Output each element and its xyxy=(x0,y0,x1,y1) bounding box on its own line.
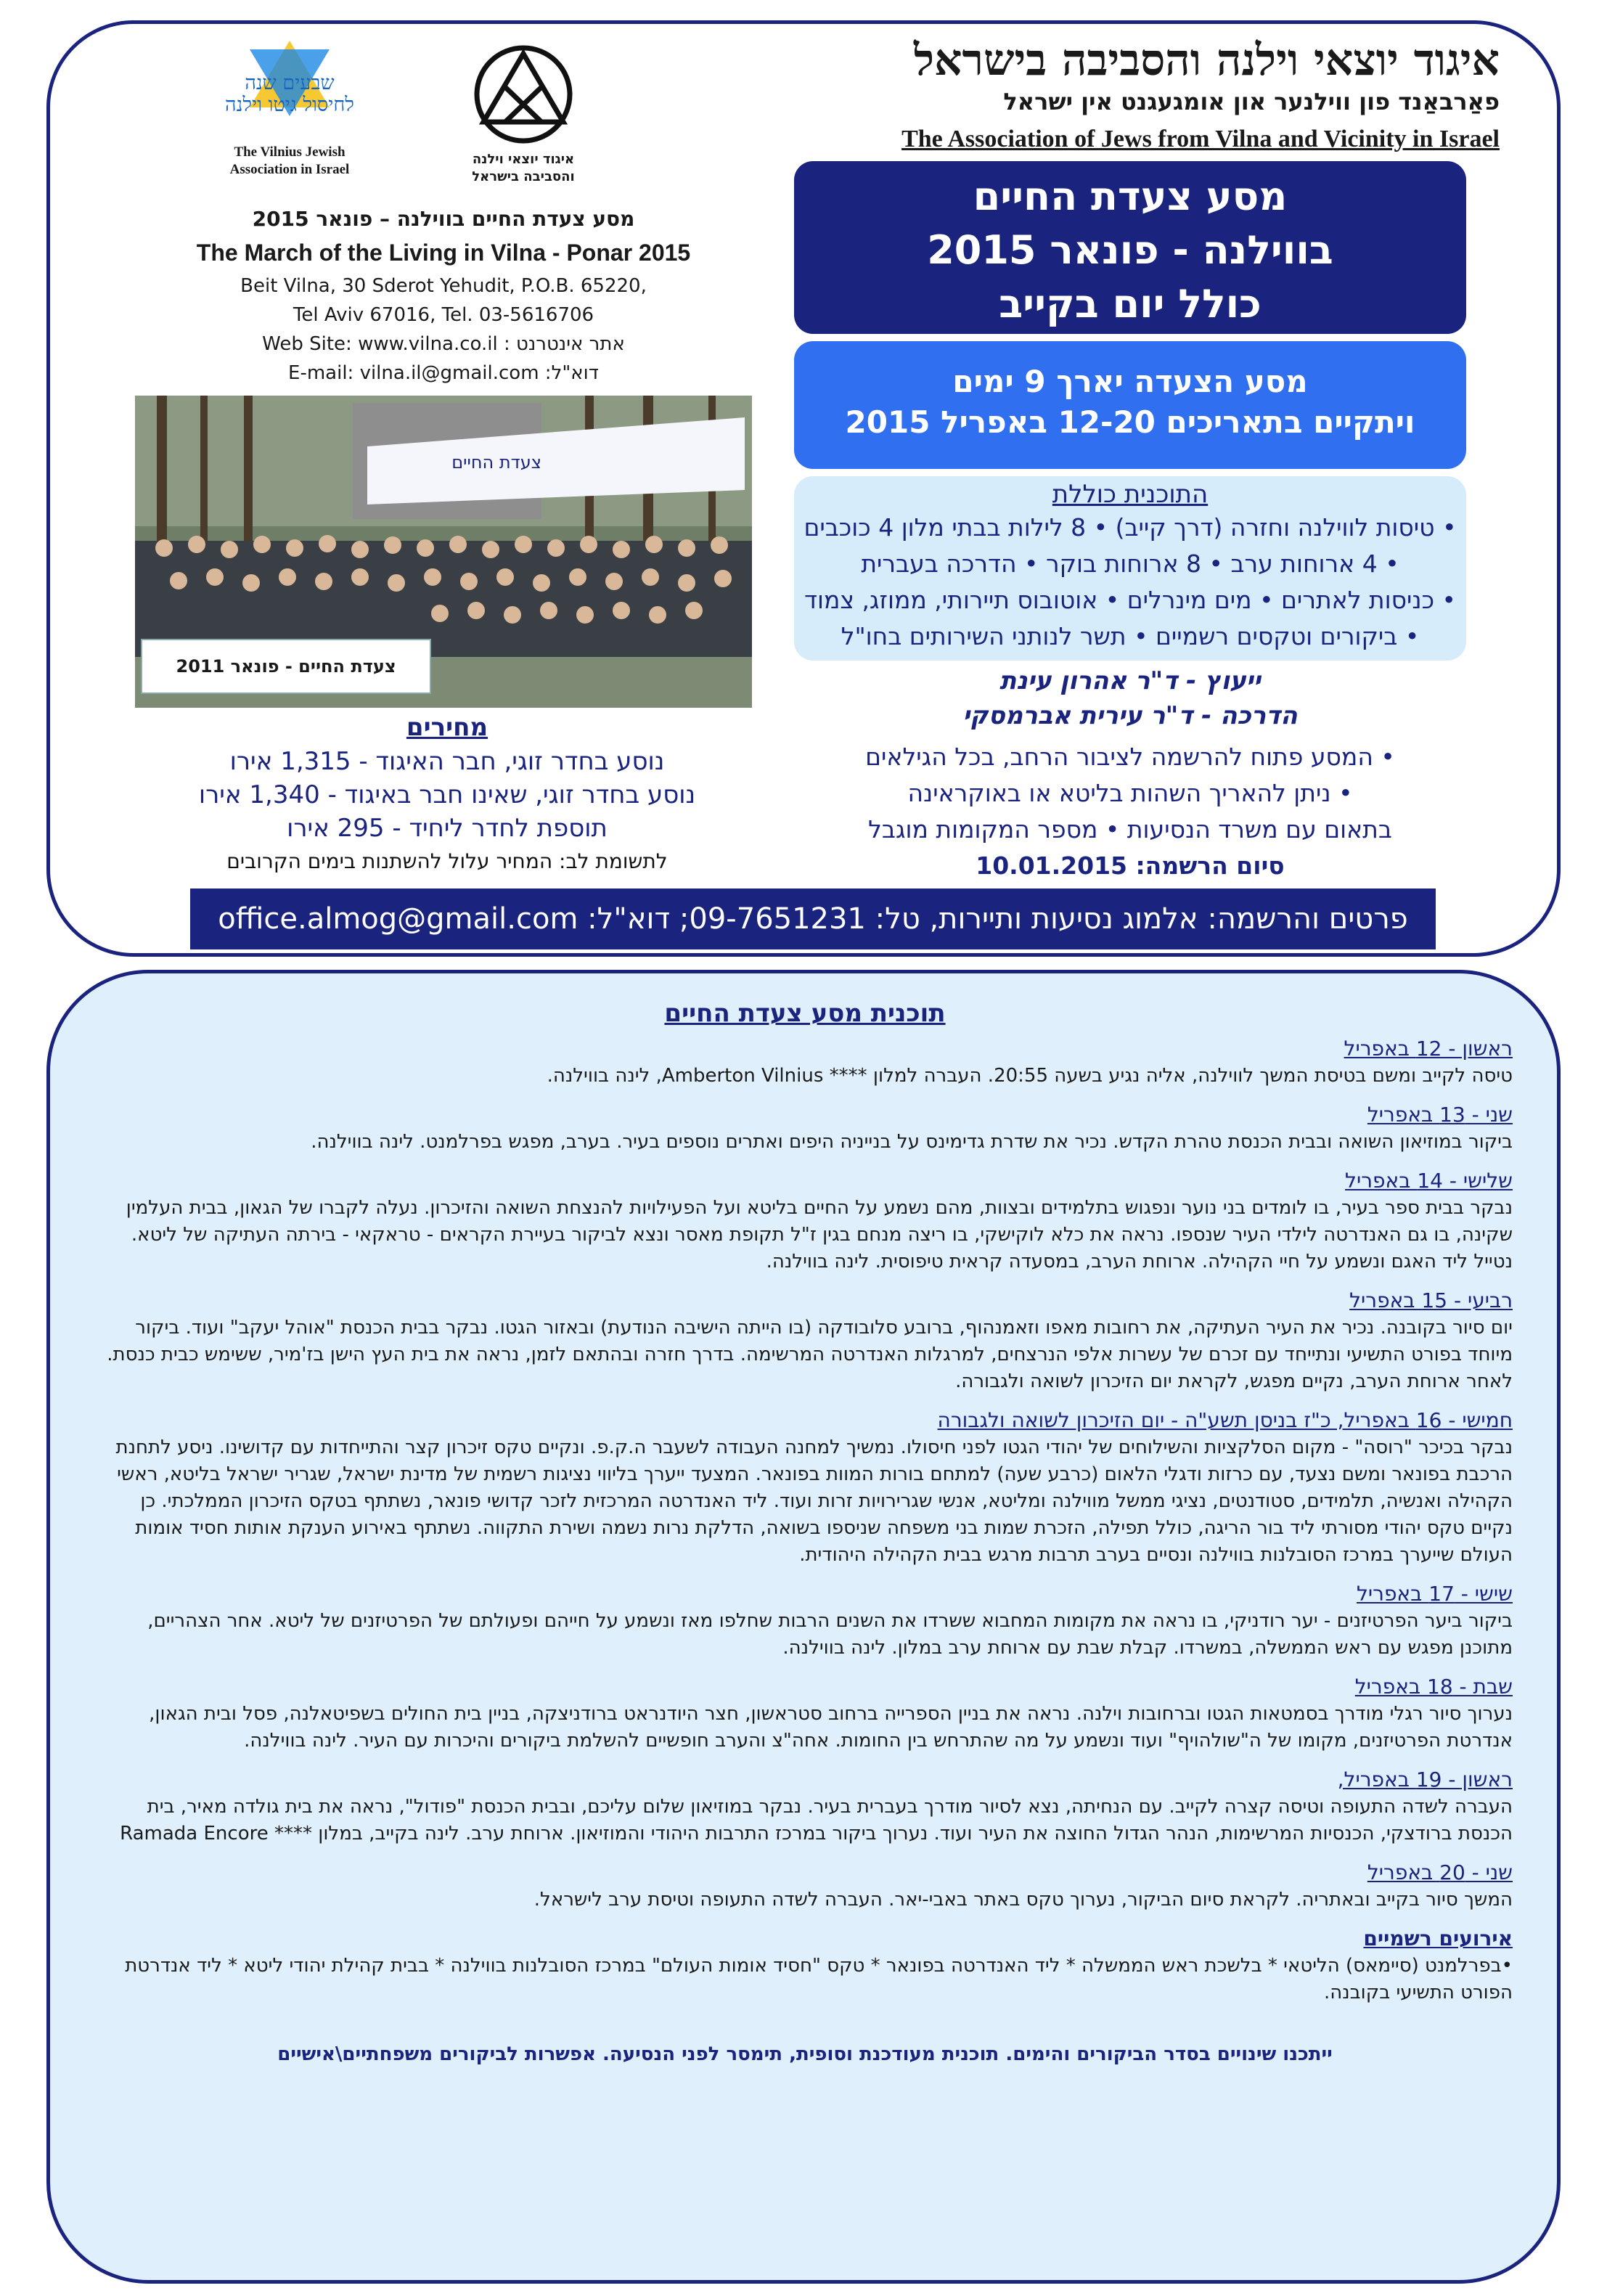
day-text: נערוך סיור רגלי מודרך בסמטאות הגטו וברחובות וילנה. נראה את בניין הספרייה ברחוב סטראשון, חצר היודנראט ברודניצקה, בניין בית החולים בשפיטאלנה, פסל ובית הגאון, אנדרטת הפרטיזנים, מקומו של ה"שולהויף" ועוד ונשמע על מה שהתרחש בין החומות. אחה"צ והערב חופשיים להשלמת ביקורים והיכרות עם העיר. לינה בווילנה. xyxy=(149,1703,1513,1752)
includes-title: התוכנית כוללת xyxy=(1052,480,1209,509)
registration-notes xyxy=(794,739,1466,884)
day-text: טיסה לקייב ומשם בטיסת המשך לווילנה, אליה נגיע בשעה 20:55. העברה למלון **** Amberton Vilnius, לינה בווילנה. xyxy=(547,1065,1513,1087)
advisor-line: ייעוץ - ד"ר אהרון עינת xyxy=(999,666,1261,695)
duration-line: מסע הצעדה יארך 9 ימים xyxy=(952,364,1308,399)
logo-circle-text-1: איגוד יוצאי וילנה xyxy=(472,152,575,167)
dates-line: ויתקיים בתאריכים 12-20 באפריל 2015 xyxy=(845,404,1415,440)
org-title-he: איגוד יוצאי וילנה והסביבה בישראל xyxy=(913,35,1500,86)
day-title: שני - 13 באפריל xyxy=(1367,1103,1513,1127)
trip-title-box xyxy=(794,161,1466,334)
address-line-1: Beit Vilna, 30 Sderot Yehudit, P.O.B. 65220, xyxy=(240,275,647,297)
address-line-2: Tel Aviv 67016, Tel. 03-5616706 xyxy=(293,304,594,326)
contact-text[interactable]: פרטים והרשמה: אלמוג נסיעות ותיירות, טל: 09-7651231; דוא"ל: office.almog@gmail.com xyxy=(218,902,1408,936)
logos xyxy=(135,38,707,190)
official-events xyxy=(97,1925,1513,2006)
note-line: • ניתן להאריך השהות בליטא או באוקראינה xyxy=(907,779,1353,807)
advisors xyxy=(794,663,1466,733)
events-title: אירועים רשמיים xyxy=(1363,1927,1513,1950)
day-block xyxy=(97,1673,1513,1754)
circle-emblem-icon xyxy=(447,44,600,149)
march-title-en: The March of the Living in Vilna - Ponar 2015 xyxy=(196,240,691,266)
day-title: חמישי - 16 באפריל, כ"ז בניסן תשע"ה - יום הזיכרון לשואה ולגבורה xyxy=(937,1408,1513,1432)
prices-section xyxy=(135,710,759,878)
day-block xyxy=(97,1035,1513,1090)
footer-note: ייתכנו שינויים בסדר הביקורים והימים. תוכנית מעודכנת וסופית, תימסר לפני הנסיעה. אפשרות לביקורים משפחתיים\אישיים xyxy=(277,2043,1333,2065)
vilnius-association-logo xyxy=(221,38,359,183)
day-block xyxy=(97,1859,1513,1913)
price-row: תוספת לחדר ליחיד - 295 אירו xyxy=(287,814,608,843)
day-text: יום סיור בקובנה. נכיר את העיר העתיקה, את רחובות מאפו וזאמנהוף, ברובע סלובודקה (בו הייתה הישיבה הנודעת) ובאזור הגטו. נבקר בבית הכנסת "אוהל יעקב" ועוד. ביקור מיוחד בפורט התשיעי ונתייחד עם זכרם של עשרות אלפי הנרצחים, למרגלות האנדרטה המרשימה. בדרך חזרה ובהתאם לזמן, נראה את בית העץ הישן בז'מיר, ששימש כבית כנסת. לאחר ארוחת הערב, נקיים מפגש, לקראת יום הזיכרון לשואה ולגבורה. xyxy=(107,1317,1513,1392)
logo-star-en-2: Association in Israel xyxy=(229,162,350,177)
org-title-en: The Association of Jews from Vilna and Vicinity in Israel xyxy=(901,126,1500,152)
includes-box xyxy=(794,476,1466,661)
price-row: נוסע בחדר זוגי, חבר האיגוד - 1,315 אירו xyxy=(229,747,665,776)
trip-title-line: כולל יום בקייב xyxy=(999,281,1262,327)
guide-line: הדרכה - ד"ר עירית אברמסקי xyxy=(962,701,1298,730)
day-text: נבקר בבית ספר בעיר, בו לומדים בני נוער ונפגוש בתלמידים ובצוות, מהם נשמע על החיים בליטא ועל הפעילויות להנצחת השואה והזיכרון. נעלה לקברו של הגאון, בבית העלמין שקינה, בו גם האנדרטה לילדי העיר שנספו. נראה את כלא לוקישקי, בו ריצה מנחם בגין ז"ל תקופת מאסר ונצא לביקור בעיירת הקראים - טראקאי - בירתה העתיקה של ליטא. נטייל ליד האגם ונשמע על חיי הקהילה. ארוחת הערב, במסעדה קראית טיפוסית. לינה בווילנה. xyxy=(126,1197,1513,1272)
note-line: בתאום עם משרד הנסיעות • מספר המקומות מוגבל xyxy=(868,815,1392,843)
banner-text: צעדת החיים xyxy=(451,452,541,473)
day-block xyxy=(97,1101,1513,1156)
prices-title: מחירים xyxy=(406,713,488,742)
trip-title-line: בווילנה - פונאר 2015 xyxy=(927,227,1333,273)
contact-bar xyxy=(190,888,1436,949)
note-line: • המסע פתוח להרשמה לציבור הרחב, בכל הגילאים xyxy=(865,743,1395,771)
program-section xyxy=(97,994,1513,2069)
trip-title-line: מסע צעדת החיים xyxy=(973,173,1288,219)
vilna-association-logo xyxy=(447,44,600,189)
includes-line: • 4 ארוחות ערב • 8 ארוחות בוקר • הדרכה בעברית xyxy=(861,550,1399,578)
day-block xyxy=(97,1580,1513,1662)
day-title: שבת - 18 באפריל xyxy=(1354,1675,1513,1699)
price-row: נוסע בחדר זוגי, שאינו חבר באיגוד - 1,340 אירו xyxy=(198,780,696,809)
day-text: נבקר בכיכר "רוסה" - מקום הסלקציות והשילוחים של יהודי הגטו לפני חיסולו. נמשיך למחנה העבודה לשעבר ה.ק.פ. ונקיים טקס זיכרון קצר והתייחדות עם קדושינו. ניסע לתחנת הרכבת בפונאר ומשם נצעד, עם כרזות ודגלי הלאום (כרבע שעה) למתחם בורות המוות בפונאר. המצעד ייערך בליווי נציגות רשמית של מדינת ישראל, שגריר ישראל בליטא, ראשי הקהילה ואנשיה, תלמידים, סטודנטים, נציגי ממשל מווילנה ומליטא, אנשי שגרירויות זרות ועוד. ליד האנדרטה המרכזית לזכר קדושי פונאר, נשתתף בטקס הזיכרון הממלכתי. כן נקיים טקס יהודי מסורתי ליד בור הריגה, כולל תפילה, הזכרת שמות בני משפחה שניספו בשואה, הדלקת נרות נשמה ושירת התקווה. נשתתף באירוע הענקת אותות חסיד אומות העולם שייערך במרכז הסובלנות בווילנה ונסיים בערב תרבות מרגש בבית הקהילה היהודית. xyxy=(115,1437,1513,1566)
day-text: העברה לשדה התעופה וטיסה קצרה לקייב. עם הנחיתה, נצא לסיור מודרך בעברית בעיר. נבקר במוזיאון שלום עליכם, ובבית הכנסת "פודול", נראה את בית גולדה מאיר, בית הכנסת ברודצקי, הכנסיות המרשימות, הנהר הגדול החוצה את העיר ועוד. נערוך ביקור במרכז התרבות היהודי והמוזיאון. ארוחת ערב. לינה בקייב, במלון **** Ramada Encore xyxy=(120,1796,1513,1844)
program-title: תוכנית מסע צעדת החיים xyxy=(664,999,946,1028)
logo-star-en-1: The Vilnius Jewish xyxy=(234,144,345,160)
includes-line: • ביקורים וטקסים רשמיים • תשר לנותני השירותים בחו"ל xyxy=(841,622,1420,650)
logo-star-text-1: שבעים שנה xyxy=(245,72,335,94)
registration-deadline: סיום הרשמה: 10.01.2015 xyxy=(976,851,1285,880)
march-title-he: מסע צעדת החיים בווילנה – פונאר 2015 xyxy=(252,207,635,231)
events-text: •בפרלמנט (סיימאס) הליטאי * בלשכת ראש הממשלה * ליד האנדרטה בפונאר * טקס "חסיד אומות העולם" במרכז הסובלנות בווילנה * בבית קהילת יהודי ליטא * ליד אנדרטת הפורט התשיעי בקובנה. xyxy=(125,1955,1513,2003)
price-note: לתשומת לב: המחיר עלול להשתנות בימים הקרובים xyxy=(226,849,668,873)
day-title: ראשון - 12 באפריל xyxy=(1344,1037,1513,1061)
day-block xyxy=(97,1407,1513,1569)
org-title-yiddish: פאַרבאַנד פון ווילנער און אומגעגנט אין ישראל xyxy=(1003,88,1500,115)
includes-line: • טיסות לווילנה וחזרה (דרך קייב) • 8 לילות בבתי מלון 4 כוכבים xyxy=(804,513,1457,542)
day-block xyxy=(97,1766,1513,1847)
day-block xyxy=(97,1287,1513,1395)
association-info xyxy=(135,205,752,388)
website-link[interactable]: Web Site: www.vilna.co.il : אתר אינטרנט xyxy=(262,333,625,355)
day-title: ראשון - 19 באפריל, xyxy=(1337,1768,1513,1792)
duration-box xyxy=(794,341,1466,469)
day-title: שלישי - 14 באפריל xyxy=(1345,1169,1513,1193)
day-title: רביעי - 15 באפריל xyxy=(1349,1288,1513,1312)
day-text: המשך סיור בקייב ובאתריה. לקראת סיום הביקור, נערוך טקס באתר באבי-יאר. העברה לשדה התעופה וטיסת ערב לישראל. xyxy=(533,1889,1513,1911)
photo-caption: צעדת החיים - פונאר 2011 xyxy=(141,639,431,694)
email-link[interactable]: E-mail: vilna.il@gmail.com :דוא"ל xyxy=(288,362,599,384)
includes-line: • כניסות לאתרים • מים מינרלים • אוטובוס תיירותי, ממוזג, צמוד xyxy=(804,586,1457,614)
logo-circle-text-2: והסביבה בישראל xyxy=(472,169,575,184)
day-block xyxy=(97,1167,1513,1275)
day-title: שני - 20 באפריל xyxy=(1367,1860,1513,1884)
day-text: ביקור במוזיאון השואה ובבית הכנסת טהרת הקדש. נכיר את שדרת גדימינס על בנייניה היפים ואתרים נוספים בעיר. בערב, מפגש בפרלמנט. לינה בווילנה. xyxy=(311,1131,1513,1153)
day-text: ביקור ביער הפרטיזנים - יער רודניקי, בו נראה את מקומות המחבוא ששרדו את השנים הרבות שחלפו מאז ונשמע על חייהם ופעולתם של הפרטיזנים של ליטא. אחר הצהריים, מתוכנן מפגש עם ראש הממשלה, במשרדו. קבלת שבת עם ארוחת ערב במלון. לינה בווילנה. xyxy=(147,1610,1513,1659)
day-title: שישי - 17 באפריל xyxy=(1356,1582,1513,1606)
logo-star-text-2: לחיסול גיטו וילנה xyxy=(225,94,354,116)
